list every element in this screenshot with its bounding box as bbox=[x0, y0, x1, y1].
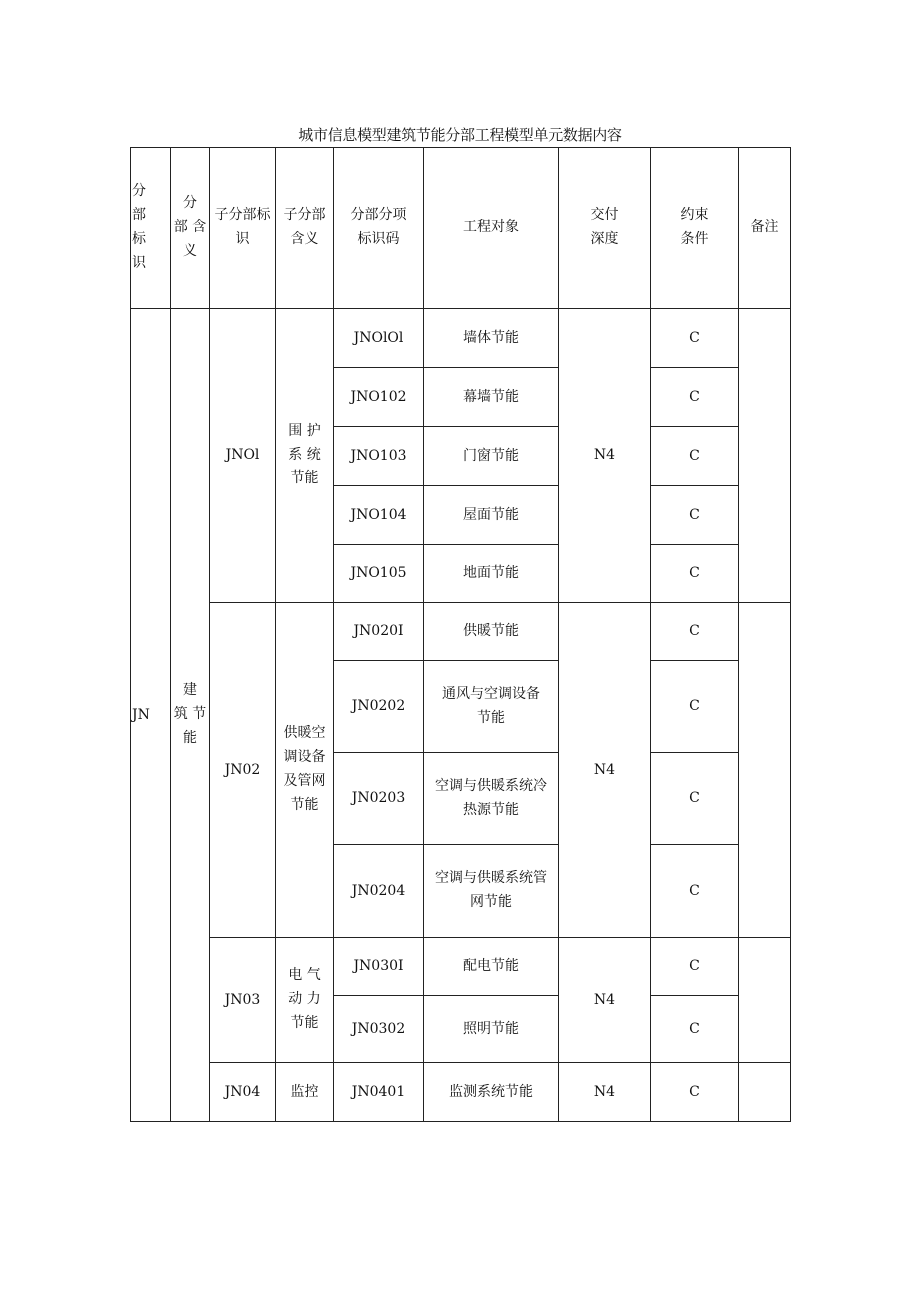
constraint-cell: C bbox=[651, 545, 739, 603]
remarks-cell bbox=[739, 603, 791, 938]
table-row bbox=[131, 309, 791, 368]
subdivision-id-cell: JN04 bbox=[210, 1063, 276, 1122]
object-cell: 监测系统节能 bbox=[424, 1063, 559, 1122]
table-title: 城市信息模型建筑节能分部工程模型单元数据内容 bbox=[298, 126, 622, 144]
subdivision-meaning-cell: 电 气 动 力 节能 bbox=[276, 938, 334, 1063]
constraint-cell: C bbox=[651, 486, 739, 545]
constraint-cell: C bbox=[651, 1063, 739, 1122]
header-item-code: 分部分项 标识码 bbox=[334, 148, 424, 309]
constraint-cell: C bbox=[651, 603, 739, 661]
item-code-cell: JN0202 bbox=[334, 661, 424, 753]
remarks-cell bbox=[739, 309, 791, 603]
header-subdivision-id: 子分部标 识 bbox=[210, 148, 276, 309]
object-cell: 门窗节能 bbox=[424, 427, 559, 486]
remarks-cell bbox=[739, 1063, 791, 1122]
data-table bbox=[130, 147, 791, 1122]
remarks-cell bbox=[739, 938, 791, 1063]
item-code-cell: JN0302 bbox=[334, 996, 424, 1063]
constraint-cell: C bbox=[651, 661, 739, 753]
object-cell: 屋面节能 bbox=[424, 486, 559, 545]
subdivision-id-cell: JN02 bbox=[210, 603, 276, 938]
division-meaning-cell: 建 筑 节 能 bbox=[171, 309, 210, 1122]
table-row bbox=[131, 938, 791, 996]
item-code-cell: JN020I bbox=[334, 603, 424, 661]
header-constraint: 约束 条件 bbox=[651, 148, 739, 309]
object-cell: 配电节能 bbox=[424, 938, 559, 996]
object-cell: 幕墙节能 bbox=[424, 368, 559, 427]
delivery-depth-cell: N4 bbox=[559, 603, 651, 938]
item-code-cell: JNO102 bbox=[334, 368, 424, 427]
object-cell: 照明节能 bbox=[424, 996, 559, 1063]
division-id-cell: JN bbox=[131, 309, 171, 1122]
object-cell: 空调与供暖系统管 网节能 bbox=[424, 845, 559, 938]
delivery-depth-cell: N4 bbox=[559, 309, 651, 603]
object-cell: 通风与空调设备 节能 bbox=[424, 661, 559, 753]
item-code-cell: JNO105 bbox=[334, 545, 424, 603]
header-delivery-depth: 交付 深度 bbox=[559, 148, 651, 309]
item-code-cell: JNO104 bbox=[334, 486, 424, 545]
item-code-cell: JN0204 bbox=[334, 845, 424, 938]
header-subdivision-meaning: 子分部 含义 bbox=[276, 148, 334, 309]
header-object: 工程对象 bbox=[424, 148, 559, 309]
header-row bbox=[131, 148, 791, 309]
item-code-cell: JN0203 bbox=[334, 753, 424, 845]
constraint-cell: C bbox=[651, 427, 739, 486]
table-row bbox=[131, 1063, 791, 1122]
table-row bbox=[131, 603, 791, 661]
constraint-cell: C bbox=[651, 845, 739, 938]
constraint-cell: C bbox=[651, 309, 739, 368]
item-code-cell: JNO103 bbox=[334, 427, 424, 486]
item-code-cell: JN030I bbox=[334, 938, 424, 996]
constraint-cell: C bbox=[651, 996, 739, 1063]
subdivision-id-cell: JNOl bbox=[210, 309, 276, 603]
constraint-cell: C bbox=[651, 938, 739, 996]
object-cell: 墙体节能 bbox=[424, 309, 559, 368]
object-cell: 地面节能 bbox=[424, 545, 559, 603]
delivery-depth-cell: N4 bbox=[559, 1063, 651, 1122]
subdivision-meaning-cell: 围 护 系 统 节能 bbox=[276, 309, 334, 603]
subdivision-meaning-cell: 监控 bbox=[276, 1063, 334, 1122]
constraint-cell: C bbox=[651, 368, 739, 427]
object-cell: 供暖节能 bbox=[424, 603, 559, 661]
subdivision-id-cell: JN03 bbox=[210, 938, 276, 1063]
constraint-cell: C bbox=[651, 753, 739, 845]
item-code-cell: JNOlOl bbox=[334, 309, 424, 368]
header-division-id: 分 部 标 识 bbox=[131, 148, 171, 309]
header-division-meaning: 分 部 含 义 bbox=[171, 148, 210, 309]
object-cell: 空调与供暖系统冷 热源节能 bbox=[424, 753, 559, 845]
item-code-cell: JN0401 bbox=[334, 1063, 424, 1122]
subdivision-meaning-cell: 供暖空 调设备 及管网 节能 bbox=[276, 603, 334, 938]
delivery-depth-cell: N4 bbox=[559, 938, 651, 1063]
header-remarks: 备注 bbox=[739, 148, 791, 309]
